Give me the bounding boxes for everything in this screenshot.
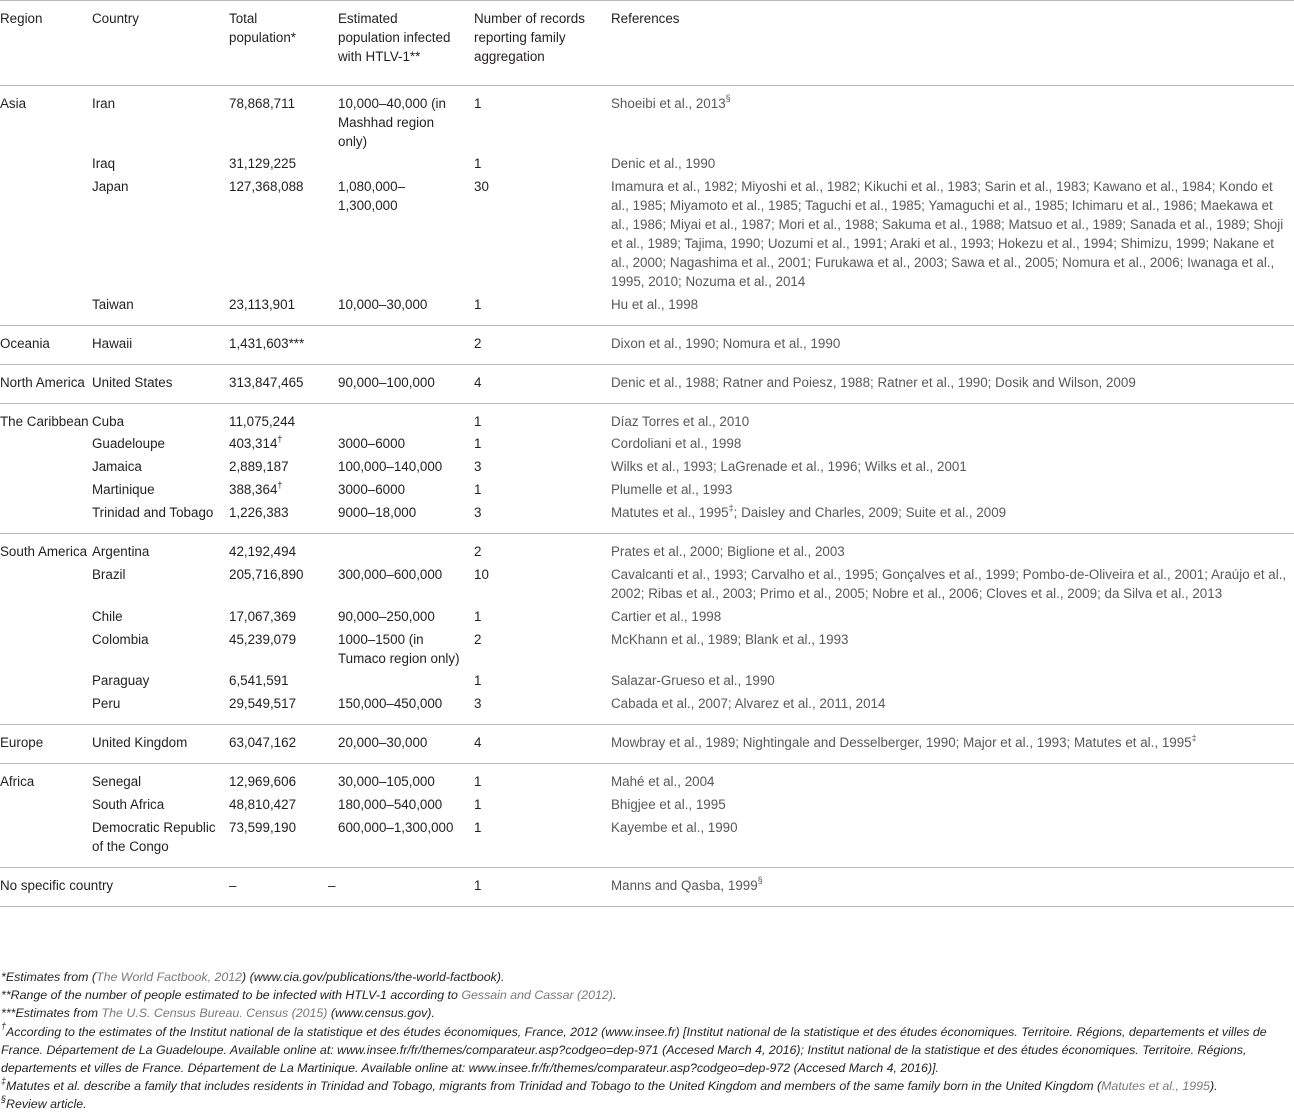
records-count-cell: 1 — [474, 482, 482, 498]
estimated-infected-cell: 3000–6000 — [338, 482, 406, 498]
references-cell: Manns and Qasba, 1999§ — [611, 875, 763, 893]
section-mark: § — [1, 1094, 7, 1105]
region-cell — [0, 458, 92, 481]
records-count-cell: 1 — [474, 436, 482, 452]
references-cell: Mahé et al., 2004 — [611, 774, 715, 790]
footnote-mark: § — [725, 93, 731, 104]
double-dagger-mark: ‡ — [1, 1076, 7, 1087]
country-cell: Jamaica — [92, 459, 142, 475]
total-population-cell: 23,113,901 — [229, 296, 296, 312]
region-cell — [0, 819, 92, 867]
records-count-cell: 2 — [474, 544, 482, 560]
table-row — [0, 481, 1294, 504]
total-population-cell: – — [229, 877, 237, 893]
footnote-census: ***Estimates from The U.S. Census Bureau. Census (2015) (www.census.gov). — [1, 1006, 435, 1021]
table-row — [0, 85, 1294, 155]
estimated-infected-cell: 10,000–40,000 (in Mashhad region only) — [338, 95, 446, 149]
region-cell — [0, 155, 92, 178]
country-cell: Peru — [92, 696, 121, 712]
footnote-matutes-family: ‡Matutes et al. describe a family that includes residents in Trinidad and Tobago, migrants from Trinidad and Tobago to the United Kingdom and members of the same family born in the United Kingdom (Matutes et al., 1995). — [1, 1076, 1218, 1094]
estimated-infected-cell: 90,000–100,000 — [338, 374, 435, 390]
header-total-population: Total population* — [229, 11, 297, 45]
estimated-infected-cell: 1,080,000–1,300,000 — [338, 179, 406, 214]
footnote-link-world-factbook[interactable]: The World Factbook, 2012 — [96, 970, 243, 984]
references-cell: Matutes et al., 1995‡; Daisley and Charles, 2009; Suite et al., 2009 — [611, 502, 1007, 521]
dagger-mark: † — [277, 479, 283, 490]
references-cell: Cordoliani et al., 1998 — [611, 436, 742, 452]
total-population-cell: 313,847,465 — [229, 374, 304, 390]
references-cell: Kayembe et al., 1990 — [611, 820, 738, 835]
records-count-cell: 1 — [474, 156, 482, 172]
total-population-cell: 6,541,591 — [229, 673, 289, 689]
country-cell: Japan — [92, 179, 129, 195]
region-group — [0, 325, 1294, 364]
total-population-cell: 17,067,369 — [229, 608, 297, 624]
estimated-infected-cell: 10,000–30,000 — [338, 296, 428, 312]
region-cell: Oceania — [0, 335, 50, 351]
footnote-mark: ‡ — [728, 502, 734, 513]
references-cell: McKhann et al., 1989; Blank et al., 1993 — [611, 631, 849, 647]
estimated-infected-cell: 600,000–1,300,000 — [338, 820, 454, 835]
region-cell — [0, 566, 92, 608]
table-row — [0, 867, 1294, 906]
records-count-cell: 1 — [474, 296, 482, 312]
estimated-infected-cell: 90,000–250,000 — [338, 608, 435, 624]
records-count-cell: 1 — [474, 820, 482, 835]
records-count-cell: 4 — [474, 374, 482, 390]
footnote-infected-range: **Range of the number of people estimated to be infected with HTLV-1 according to Gessain and Cassar (2012). — [1, 988, 617, 1003]
estimated-infected-cell: 180,000–540,000 — [338, 797, 443, 813]
estimated-infected-cell: 30,000–105,000 — [338, 774, 435, 790]
references-cell: Dixon et al., 1990; Nomura et al., 1990 — [611, 335, 841, 351]
total-population-cell: 403,314† — [229, 433, 283, 452]
country-cell: Colombia — [92, 631, 149, 647]
header-references: References — [611, 11, 680, 26]
header-number-of-records: Number of records reporting family aggregation — [474, 11, 585, 64]
total-population-cell: 388,364† — [229, 479, 283, 498]
estimated-infected-cell: 20,000–30,000 — [338, 735, 428, 751]
country-cell: Iran — [92, 95, 116, 111]
total-population-cell: 1,431,603*** — [229, 335, 305, 351]
records-count-cell: 4 — [474, 735, 482, 751]
region-cell — [0, 178, 92, 295]
total-population-cell: 12,969,606 — [229, 774, 297, 790]
footnote-link-matutes[interactable]: Matutes et al., 1995 — [1101, 1079, 1210, 1094]
no-specific-country-label: No specific country — [0, 877, 114, 893]
country-cell: South Africa — [92, 797, 165, 813]
table-row — [0, 296, 1294, 325]
region-group — [0, 534, 1294, 725]
references-cell: Cabada et al., 2007; Alvarez et al., 2011, 2014 — [611, 696, 886, 712]
total-population-cell: 2,889,187 — [229, 459, 289, 475]
country-cell: Senegal — [92, 774, 142, 790]
estimated-infected-cell: 100,000–140,000 — [338, 459, 443, 475]
references-cell: Wilks et al., 1993; LaGrenade et al., 1996; Wilks et al., 2001 — [611, 459, 967, 475]
table-row — [0, 725, 1294, 764]
records-count-cell: 1 — [474, 413, 482, 429]
references-cell: Plumelle et al., 1993 — [611, 482, 733, 498]
records-count-cell: 1 — [474, 774, 482, 790]
references-cell: Denic et al., 1988; Ratner and Poiesz, 1988; Ratner et al., 1990; Dosik and Wilson, 2009 — [611, 374, 1136, 390]
estimated-infected-cell — [328, 534, 474, 566]
estimated-infected-cell: 3000–6000 — [338, 436, 406, 452]
region-cell — [0, 695, 92, 724]
region-group — [0, 403, 1294, 534]
total-population-cell: 29,549,517 — [229, 696, 297, 712]
footnote-world-factbook: *Estimates from (The World Factbook, 2012) (www.cia.gov/publications/the-world-factbook). — [1, 970, 505, 984]
footnote-link-census-bureau[interactable]: The U.S. Census Bureau. Census (2015) — [101, 1006, 328, 1021]
region-cell: South America — [0, 544, 88, 560]
country-cell: Cuba — [92, 413, 125, 429]
references-cell: Mowbray et al., 1989; Nightingale and Desselberger, 1990; Major et al., 1993; Matutes et al., 1995‡ — [611, 732, 1197, 751]
region-cell — [0, 504, 92, 533]
total-population-cell: 42,192,494 — [229, 544, 297, 560]
region-cell — [0, 672, 92, 695]
footnote-mark: ‡ — [1191, 732, 1197, 743]
total-population-cell: 127,368,088 — [229, 179, 304, 195]
records-count-cell: 1 — [474, 673, 482, 689]
region-cell: Asia — [0, 95, 27, 111]
region-cell: The Caribbean — [0, 413, 89, 429]
records-count-cell: 30 — [474, 179, 489, 195]
table-row — [0, 325, 1294, 364]
footnote-insee: †According to the estimates of the Institut national de la statistique et des études économiques, France, 2012 (www.insee.fr) [Institut national de la statistique et des études économiques. Territoire. Régions, departements et villes de France. Département de La Guadeloupe. Available online at: www.insee.fr/fr/themes/comparateur.asp?codgeo=dep-971 (Accesed March 4, 2016); Institut national de la statistique et des études économiques. Territoire. Régions, departements et villes de France. Département de La Martinique. Available online at: www.insee.fr/fr/themes/comparateur.asp?codgeo=dep-972 (Accesed March 4, 2016)]. — [1, 1021, 1267, 1076]
table-row — [0, 435, 1294, 458]
region-cell — [0, 796, 92, 819]
table-footnotes — [1, 968, 1293, 1114]
records-count-cell: 10 — [474, 566, 489, 582]
country-cell: Brazil — [92, 566, 126, 582]
region-group — [0, 364, 1294, 403]
country-cell: Chile — [92, 608, 123, 624]
table-row — [0, 764, 1294, 796]
total-population-cell: 11,075,244 — [229, 413, 296, 429]
region-cell: Africa — [0, 774, 35, 790]
section-mark: § — [757, 875, 763, 886]
country-cell: Hawaii — [92, 335, 133, 351]
estimated-infected-cell — [328, 403, 474, 435]
total-population-cell: 73,599,190 — [229, 820, 297, 835]
records-count-cell: 2 — [474, 335, 482, 351]
header-region: Region — [0, 11, 43, 26]
table-row — [0, 796, 1294, 819]
table-row — [0, 631, 1294, 673]
total-population-cell: 31,129,225 — [229, 156, 297, 172]
dagger-mark: † — [1, 1021, 7, 1032]
country-cell: Iraq — [92, 156, 116, 172]
header-estimated-infected: Estimated population infected with HTLV-1** — [338, 11, 451, 64]
region-group — [0, 85, 1294, 325]
records-count-cell: 3 — [474, 505, 482, 521]
references-cell: Shoeibi et al., 2013§ — [611, 93, 731, 111]
total-population-cell: 63,047,162 — [229, 735, 297, 751]
table-row — [0, 155, 1294, 178]
records-count-cell: 3 — [474, 696, 482, 712]
table-row — [0, 819, 1294, 867]
references-cell: Salazar-Grueso et al., 1990 — [611, 673, 775, 689]
estimated-infected-cell — [328, 672, 474, 695]
references-cell: Cavalcanti et al., 1993; Carvalho et al., 1995; Gonçalves et al., 1999; Pombo-de-Oliveira et al., 2001; Araújo et al., 2002; Ribas et al., 2003; Primo et al., 2005; Nobre et al., 2006; Cloves et al., 2009; da Silva et al., 2013 — [611, 566, 1287, 601]
estimated-infected-cell: 150,000–450,000 — [338, 696, 443, 712]
records-count-cell: 1 — [474, 877, 482, 893]
table-row — [0, 403, 1294, 435]
estimated-infected-cell — [328, 325, 474, 364]
country-cell: Guadeloupe — [92, 436, 165, 452]
estimated-infected-cell — [328, 155, 474, 178]
dagger-mark: † — [277, 433, 283, 444]
references-cell: Bhigjee et al., 1995 — [611, 797, 726, 813]
country-cell: Trinidad and Tobago — [92, 505, 214, 521]
table-row — [0, 458, 1294, 481]
total-population-cell: 205,716,890 — [229, 566, 304, 582]
table-row — [0, 504, 1294, 533]
estimated-infected-cell: 300,000–600,000 — [338, 566, 443, 582]
region-cell: Europe — [0, 735, 44, 751]
region-cell: North America — [0, 374, 85, 390]
footnote-link-gessain-cassar[interactable]: Gessain and Cassar (2012) — [461, 988, 613, 1003]
records-count-cell: 3 — [474, 459, 482, 475]
estimated-infected-cell: – — [328, 877, 336, 893]
references-cell: Díaz Torres et al., 2010 — [611, 413, 750, 429]
header-country: Country — [92, 11, 139, 26]
table-row — [0, 534, 1294, 566]
total-population-cell: 1,226,383 — [229, 505, 289, 521]
records-count-cell: 2 — [474, 631, 482, 647]
country-cell: Argentina — [92, 544, 150, 560]
region-cell — [0, 631, 92, 673]
region-group — [0, 764, 1294, 868]
references-cell: Cartier et al., 1998 — [611, 608, 722, 624]
records-count-cell: 1 — [474, 608, 482, 624]
region-cell — [0, 481, 92, 504]
table-row — [0, 364, 1294, 403]
table-row — [0, 608, 1294, 631]
footnote-review-article: §Review article. — [1, 1094, 87, 1112]
country-cell: Paraguay — [92, 673, 150, 689]
total-population-cell: 78,868,711 — [229, 95, 296, 111]
table-row — [0, 672, 1294, 695]
records-count-cell: 1 — [474, 797, 482, 813]
region-cell — [0, 435, 92, 458]
table-row — [0, 566, 1294, 608]
table-row — [0, 178, 1294, 295]
total-population-cell: 45,239,079 — [229, 631, 297, 647]
region-cell — [0, 608, 92, 631]
estimated-infected-cell: 1000–1500 (in Tumaco region only) — [338, 631, 460, 666]
total-population-cell: 48,810,427 — [229, 797, 297, 813]
references-cell: Denic et al., 1990 — [611, 156, 716, 172]
references-cell: Imamura et al., 1982; Miyoshi et al., 1982; Kikuchi et al., 1983; Sarin et al., 1983; Kawano et al., 1984; Kondo et al., 1985; Miyamoto et al., 1985; Taguchi et al., 1985; Yamaguchi et al., 1985; Ichimaru et al., 1986; Maekawa et al., 1986; Miyai et al., 1987; Mori et al., 1988; Sakuma et al., 1988; Matsuo et al., 1989; Sanada et al., 1989; Shoji et al., 1989; Tajima, 1990; Uozumi et al., 1991; Araki et al., 1993; Hokezu et al., 1994; Shimizu, 1999; Nakane et al., 2000; Nagashima et al., 2001; Furukawa et al., 2003; Sawa et al., 2005; Nomura et al., 2006; Iwanaga et al., 1995, 2010; Nozuma et al., 2014 — [611, 179, 1284, 289]
table-row — [0, 695, 1294, 724]
country-cell: United Kingdom — [92, 735, 188, 751]
country-cell: United States — [92, 374, 173, 390]
table-header-row — [0, 1, 1294, 86]
estimated-infected-cell: 9000–18,000 — [338, 505, 417, 521]
records-count-cell: 1 — [474, 95, 482, 111]
region-group — [0, 725, 1294, 764]
country-cell: Democratic Republic of the Congo — [92, 820, 216, 854]
region-cell — [0, 296, 92, 325]
no-specific-country-group — [0, 867, 1294, 906]
references-cell: Prates et al., 2000; Biglione et al., 2003 — [611, 544, 845, 560]
country-cell: Martinique — [92, 482, 155, 498]
references-cell: Hu et al., 1998 — [611, 296, 699, 312]
country-cell: Taiwan — [92, 296, 134, 312]
